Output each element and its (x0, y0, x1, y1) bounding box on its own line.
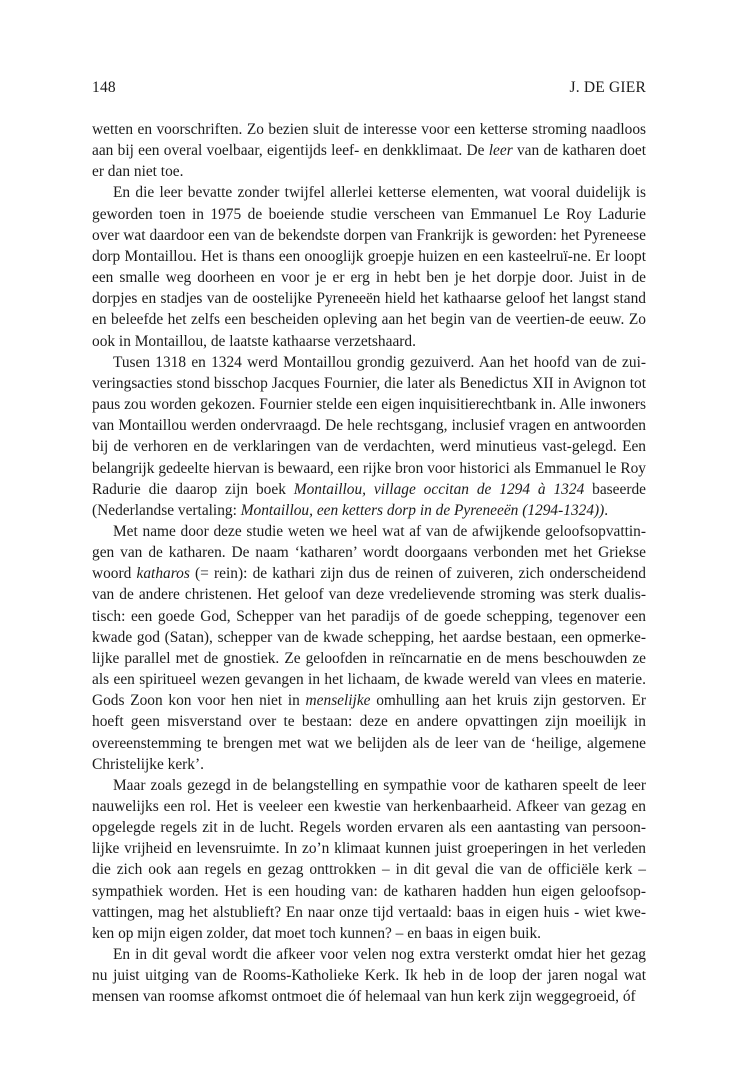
text-run: Met name door deze studie weten we heel wat af van de afwijkende geloofsopvattin-gen van de katharen. De naam ‘katharen’ wordt doorgaans verbonden met het Griekse woord (92, 522, 646, 583)
paragraph (92, 119, 646, 182)
text-run: En die leer bevatte zonder twijfel allerlei ketterse elementen, wat vooral duidelijk is geworden toen in 1975 de boeiende studie verscheen van Emmanuel Le Roy Ladurie over wat daardoor een van de bekendste dorpen van Frankrijk is geworden: het Pyreneese dorp Montaillou. Het is thans een onooglijk groepje huizen en een kasteelruï-ne. Er loopt een smalle weg doorheen en voor je er erg in hebt ben je het dorpje door. Juist in de dorpjes en stadjes van de oostelijke Pyreneeën hield het kathaarse geloof het langst stand en beleefde het zelfs een bescheiden opleving aan het begin van de veertien-de eeuw. Zo ook in Montaillou, de laatste kathaarse verzetshaard. (92, 184, 646, 350)
text-run: wetten en voorschriften. Zo bezien sluit de interesse voor een ketterse stroming naadloos aan bij een overal voelbaar, eigentijds leef- en denkklimaat. De (92, 121, 646, 160)
running-head-author: J. DE GIER (569, 79, 646, 96)
paragraph (92, 352, 646, 521)
text-run: omhulling aan het kruis zijn gestorven. Er hoeft geen misverstand over te bestaan: deze en andere opvattingen zijn moeilijk in overeenstemming te brengen met wat we belijden als de leer van de ‘heilige, algemene Christelijke kerk’. (92, 692, 646, 773)
italic-text: leer (488, 142, 513, 160)
text-run: Maar zoals gezegd in de belangstelling en sympathie voor de katharen speelt de leer nauwelijks een rol. Het is veeleer een kwestie van herkenbaarheid. Afkeer van gezag en opgelegde regels zit in de lucht. Regels worden ervaren als een aantasting van persoon-lijke vrijheid en levensruimte. In zo’n klimaat kunnen juist groeperingen in het verleden die zich ook aan regels en gezag onttrokken – in dit geval die van de officiële kerk – sympathiek worden. Het is een houding van: de katharen hadden hun eigen geloofsop-vattingen, mag het alstublieft? En naar onze tijd vertaald: baas in eigen huis - wiet kwe-ken op mijn eigen zolder, dat moet toch kunnen? – en baas in eigen buik. (92, 776, 646, 942)
paragraph (92, 775, 646, 944)
paragraph (92, 521, 646, 775)
text-run: van de katharen doet er dan niet toe. (92, 142, 646, 181)
paragraph (92, 182, 646, 351)
text-run: (= rein): de kathari zijn dus de reinen of zuiveren, zich onderscheidend van de andere christenen. Het geloof van deze vredelievende stroming was sterk dualis-tisch: een goede God, Schepper van het paradijs of de goede schepping, tegenover een kwade god (Satan), schepper van de kwade schepping, het aardse bestaan, een opmerke-lijke parallel met de gnostiek. Ze geloofden in reïncarnatie en de mens beschouwden ze als een spiritueel wezen gevangen in het lichaam, de kwade wereld van vlees en materie. Gods Zoon kon voor hen niet in (92, 565, 646, 710)
page-number: 148 (92, 79, 116, 96)
text-run: En in dit geval wordt die afkeer voor velen nog extra versterkt omdat hier het gezag nu juist uitging van de Rooms-Katholieke Kerk. Ik heb in de loop der jaren nogal wat mensen van roomse afkomst ontmoet die óf helemaal van hun kerk zijn weggegroeid, óf (92, 946, 646, 1006)
paragraph (92, 944, 646, 1007)
text-run: . (604, 501, 609, 519)
italic-text: katharos (136, 565, 190, 583)
italic-text: Montaillou, village occitan de 1294 à 1324 (293, 480, 585, 498)
text-run: Tusen 1318 en 1324 werd Montaillou grondig gezuiverd. Aan het hoofd van de zui-veringsacties stond bisschop Jacques Fournier, die later als Benedictus XII in Avignon tot paus zou worden gekozen. Fournier stelde een eigen inquisitierechtbank in. Alle inwoners van Montaillou werden ondervraagd. De hele rechtsgang, inclusief vragen en antwoorden bij de verhoren en de verklaringen van de verdachten, werd minutieus vast-gelegd. Een belangrijk gedeelte hiervan is bewaard, een rijke bron voor historici als Emmanuel le Roy Radurie die daarop zijn boek (92, 353, 646, 498)
body-text (92, 119, 646, 1008)
text-run: baseerde (Nederlandse vertaling: (92, 480, 646, 519)
italic-text: Montaillou, een ketters dorp in de Pyreneeën (1294-1324)) (240, 501, 605, 519)
italic-text: menselijke (305, 692, 371, 710)
